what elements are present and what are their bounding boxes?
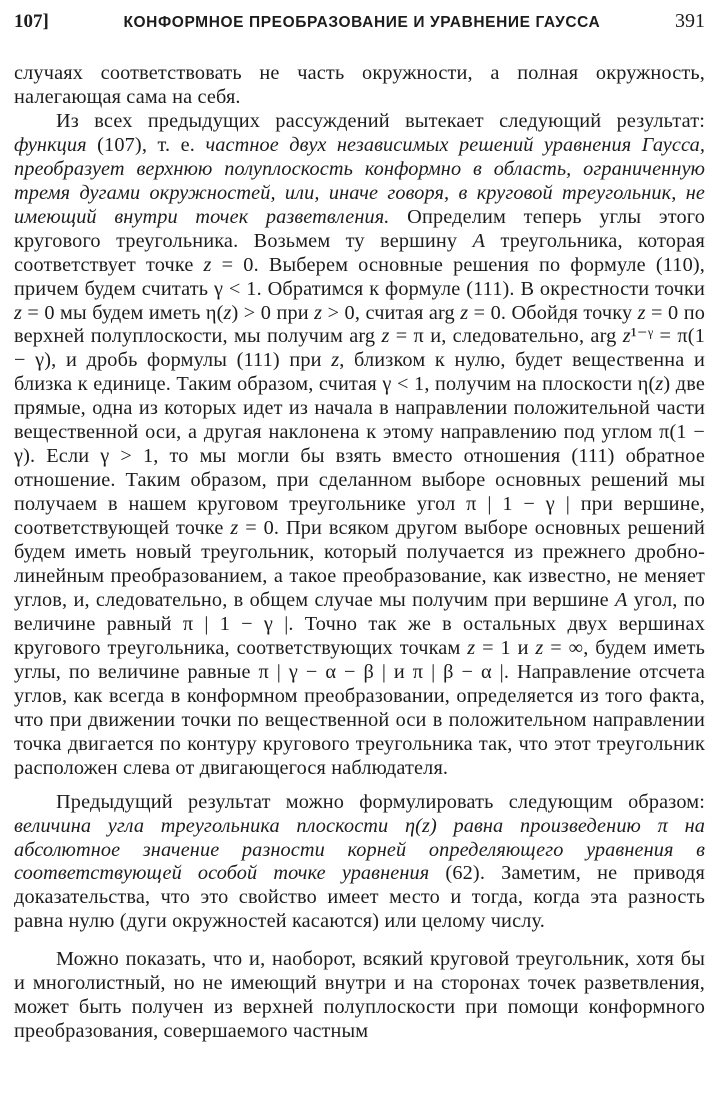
- italic-run: z: [622, 325, 631, 348]
- text-run: = 0 по верхней полуплоскости, мы получим arg: [14, 301, 705, 348]
- italic-run: z: [14, 301, 22, 324]
- italic-run: z: [535, 636, 544, 659]
- text-run: = 0. Обойдя точку: [468, 301, 638, 324]
- italic-run: частное двух независимых решений уравнения Гаусса, преобразует верхнюю полуплоскость конформно в область, ограниченную тремя дугами окружностей, или, иначе говоря, в круговой треугольник, не имеющий внутри точек разветвления.: [14, 133, 705, 228]
- text-run: = ∞, будем иметь углы, по величине равные π | γ − α − β | и π | β − α |. Направление отсчета углов, как всегда в конформном преобразовании, определяется из того факта, что при движении точки по вещественной оси в положительном направлении точка двигается по контуру кругового треугольника так, что этот треугольник расположен слева от двигающегося наблюдателя.: [14, 636, 705, 779]
- text-run: = 0 мы будем иметь η(: [22, 301, 224, 324]
- italic-run: z: [314, 301, 323, 324]
- italic-run: z: [203, 253, 212, 276]
- text-run: треугольника, которая соответствует точке: [14, 229, 705, 276]
- paragraph-1: [14, 110, 705, 781]
- text-run: (62). Заметим, не приводя доказательства, что это свойство имеет место и тогда, когда эта разность равна нулю (дуги окружностей касаются) или целому числу.: [14, 862, 705, 933]
- italic-run: z: [223, 301, 232, 324]
- italic-run: A: [614, 588, 628, 611]
- paragraph-2: [14, 791, 705, 935]
- page-number: 391: [674, 10, 705, 32]
- text-run: Можно показать, что и, наоборот, всякий круговой треугольник, хотя бы и многолистный, но не имеющий внутри и на сторонах точек разветвления, может быть получен из верхней полуплоскости при помощи конформного преобразования, совершаемого частным: [14, 948, 705, 1043]
- text-run: Определим теперь углы этого кругового треугольника. Возьмем ту вершину: [14, 205, 705, 252]
- paragraph-0: [14, 62, 705, 110]
- italic-run: z: [381, 325, 390, 348]
- italic-run: z: [460, 301, 469, 324]
- italic-run: A: [472, 229, 486, 252]
- text-run: = 1 и: [475, 636, 536, 659]
- text-run: = 0. Выберем основные решения по формуле (110), причем будем считать γ < 1. Обратимся к формуле (111). В окрестности точки: [14, 253, 706, 300]
- paragraph-3: [14, 948, 705, 1044]
- text-run: Предыдущий результат можно формулировать следующим образом:: [56, 790, 705, 813]
- text-run: = π и, следовательно, arg: [389, 325, 623, 348]
- text-run: > 0, считая arg: [322, 301, 461, 324]
- text-run: , близком к нулю, будет вещественна и близка к единице. Таким образом, считая γ < 1, получим на плоскости η(: [14, 349, 705, 396]
- text-run: угол, по величине равный π | 1 − γ |. Точно так же в остальных двух вершинах кругового треугольника, соответствующих точкам: [14, 588, 705, 659]
- text-run: (107), т. е.: [86, 133, 206, 156]
- text-run: ) две прямые, одна из которых идет из начала в направлении положительной части вещественной оси, а другая наклонена к этому направлению под углом π(1 − γ). Если γ > 1, то мы могли бы взять вместо отношения (111) обратное отношение. Таким образом, при сделанном выборе основных решений мы получаем в нашем круговом треугольнике угол π | 1 − γ | при вершине, соответствующей точке: [14, 373, 705, 540]
- text-run: случаях соответствовать не часть окружности, а полная окружность, налегающая сама на себя.: [14, 62, 705, 108]
- text-run: ¹⁻ᵞ = π(1 − γ), и дробь формулы (111) при: [14, 325, 705, 372]
- italic-run: z: [655, 373, 664, 396]
- page-body: [14, 62, 705, 1044]
- italic-run: функция: [14, 133, 87, 156]
- text-run: Из всех предыдущих рассуждений вытекает следующий результат:: [56, 109, 705, 132]
- italic-run: величина угла треугольника плоскости η(z) равна произведению π на абсолютное значение разности корней определяющего уравнения в соответствующей особой точке уравнения: [14, 814, 705, 885]
- text-run: ) > 0 при: [231, 301, 315, 324]
- running-title: КОНФОРМНОЕ ПРЕОБРАЗОВАНИЕ И УРАВНЕНИЕ ГАУССА: [123, 14, 601, 31]
- italic-run: z: [331, 349, 340, 372]
- section-number: 107]: [14, 11, 49, 32]
- running-header: [14, 10, 705, 44]
- italic-run: z: [637, 301, 646, 324]
- text-run: = 0. При всяком другом выборе основных решений будем иметь новый треугольник, который получается из прежнего дробно-линейным преобразованием, а такое преобразование, как известно, не меняет углов, и, следовательно, в общем случае мы получим при вершине: [14, 517, 705, 611]
- italic-run: z: [467, 636, 476, 659]
- italic-run: z: [230, 517, 239, 540]
